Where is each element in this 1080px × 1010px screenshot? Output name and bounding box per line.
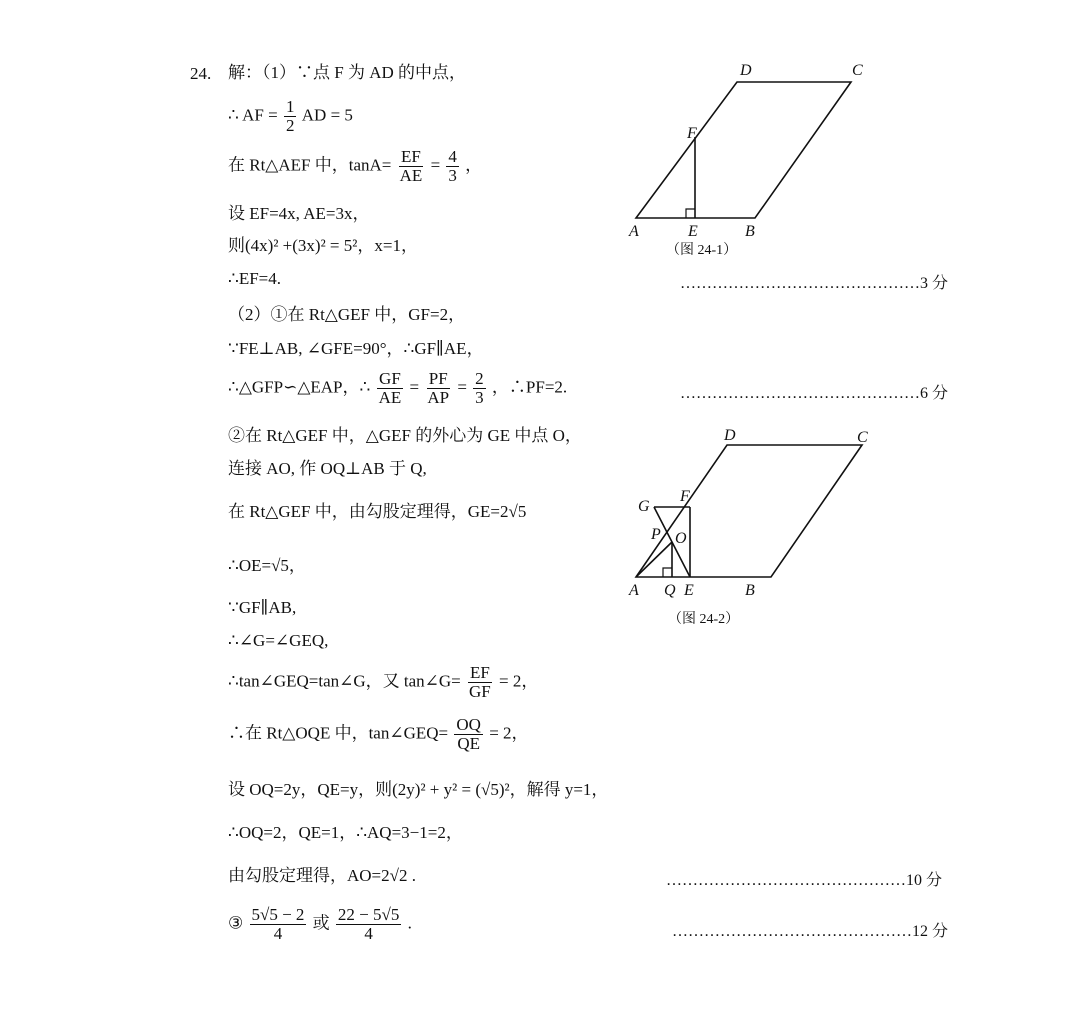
fraction-numerator: OQ — [456, 715, 481, 734]
problem-number: 24. — [190, 64, 212, 83]
fraction-denominator: 4 — [273, 923, 283, 943]
line2-suffix: AD = 5 — [301, 105, 353, 125]
caption-fig2: （图 24-2） — [668, 612, 740, 627]
label-a-fig1: A — [629, 223, 639, 240]
label-p-fig2: P — [651, 526, 661, 543]
parallelogram-abcd-2 — [636, 445, 862, 577]
right-angle-marker-1 — [686, 209, 695, 218]
fraction-gf-ae — [377, 370, 404, 407]
line16-prefix: ∴tan∠GEQ=tan∠G，又 tan∠G= — [228, 671, 461, 691]
line21-suffix: . — [407, 913, 412, 933]
solution-line-5: 则(4x)² +(3x)² = 5²，x=1， — [228, 236, 418, 255]
fraction-pf-ap — [425, 370, 451, 407]
label-g-fig2: G — [638, 498, 650, 515]
label-f-fig2: F — [680, 488, 690, 505]
fraction-denominator: QE — [457, 733, 480, 753]
solution-line-15: ∴∠G=∠GEQ, — [228, 631, 329, 650]
fraction-oq-qe — [454, 716, 483, 753]
solution-line-2 — [228, 98, 353, 135]
label-e-fig1: E — [688, 223, 698, 240]
label-c-fig2: C — [857, 429, 868, 446]
fraction-two-thirds — [473, 370, 486, 407]
score-marker-10: ………………………………………10 分 — [666, 872, 943, 889]
label-b-fig1: B — [745, 223, 755, 240]
line17-prefix: ∴在 Rt△OQE 中，tan∠GEQ= — [228, 723, 449, 743]
score-marker-6: ………………………………………6 分 — [680, 385, 949, 402]
solution-line-12: 在 Rt△GEF 中，由勾股定理得，GE=2√5 — [228, 502, 527, 521]
solution-line-20: 由勾股定理得，AO=2√2 . — [228, 866, 416, 885]
label-b-fig2: B — [745, 582, 755, 599]
solution-line-4: 设 EF=4x, AE=3x， — [228, 204, 370, 223]
parallelogram-abcd-1 — [636, 82, 851, 218]
fraction-numerator: 4 — [448, 147, 457, 166]
line21-prefix: ③ — [228, 913, 244, 933]
label-q-fig2: Q — [664, 582, 676, 599]
fraction-denominator: AE — [399, 165, 423, 185]
fraction-denominator: 3 — [448, 165, 457, 185]
line21-or: 或 — [312, 913, 330, 933]
solution-line-18: 设 OQ=2y，QE=y，则(2y)² + y² = (√5)²，解得 y=1， — [228, 780, 609, 799]
line9-prefix: ∴△GFP∽△EAP，∴ — [228, 377, 371, 397]
solution-line-1: 解：（1）∵点 F 为 AD 的中点， — [228, 63, 467, 82]
line2-prefix: ∴ AF = — [228, 105, 278, 125]
fraction-numerator: EF — [401, 147, 421, 166]
label-o-fig2: O — [675, 530, 687, 547]
solution-line-7: （2）①在 Rt△GEF 中，GF=2， — [228, 305, 466, 324]
line9-suffix: ，∴PF=2. — [491, 377, 568, 397]
score-marker-12: ………………………………………12 分 — [672, 923, 949, 940]
label-d-fig1: D — [740, 62, 752, 79]
fraction-denominator: 4 — [364, 923, 373, 943]
line3-prefix: 在 Rt△AEF 中，tanA= — [228, 155, 392, 175]
solution-line-14: ∵GF∥AB, — [228, 598, 297, 617]
solution-line-6: ∴EF=4. — [228, 269, 281, 288]
solution-line-8: ∵FE⊥AB, ∠GFE=90°，∴GF∥AE， — [228, 339, 484, 358]
fraction-denominator: AP — [427, 387, 450, 407]
caption-fig1: （图 24-1） — [666, 243, 738, 258]
fraction-numerator: 2 — [475, 369, 484, 388]
line17-suffix: = 2， — [489, 723, 529, 743]
solution-line-3 — [228, 148, 482, 185]
score-marker-3: ………………………………………3 分 — [680, 275, 949, 292]
fraction-four-thirds — [446, 148, 459, 185]
fraction-denominator: GF — [469, 681, 491, 701]
fraction-answer-2 — [336, 906, 401, 943]
fraction-numerator: 1 — [285, 97, 295, 116]
segment-ao — [636, 542, 672, 577]
right-angle-marker-2 — [663, 568, 672, 577]
figure-24-1 — [636, 82, 851, 218]
line16-suffix: = 2， — [499, 671, 539, 691]
equals-sign: = — [430, 155, 441, 175]
segment-ge — [654, 507, 690, 577]
fraction-numerator: EF — [469, 663, 490, 682]
fraction-numerator: 22 − 5√5 — [337, 905, 400, 924]
label-f-fig1: F — [687, 125, 697, 142]
fraction-ef-gf — [467, 664, 493, 701]
fraction-numerator: 5√5 − 2 — [251, 905, 305, 924]
fraction-one-half — [284, 98, 297, 135]
label-d-fig2: D — [724, 427, 736, 444]
fraction-denominator: 2 — [285, 115, 295, 135]
label-c-fig1: C — [852, 62, 863, 79]
solution-line-9: ∴△GFP∽△EAP，∴ $\frac{GF}{AE}$ = $\frac{PF}{AP}$ = $\frac{2}{3}$ ，∴PF=2. — [228, 369, 568, 407]
label-e-fig2: E — [684, 582, 694, 599]
fraction-numerator: GF — [379, 369, 401, 388]
fraction-denominator: 3 — [475, 387, 484, 407]
fraction-denominator: AE — [378, 387, 402, 407]
solution-line-10: ②在 Rt△GEF 中，△GEF 的外心为 GE 中点 O， — [228, 426, 582, 445]
solution-line-17 — [228, 716, 529, 753]
figure-24-2 — [636, 445, 862, 577]
line3-suffix: ， — [465, 155, 483, 175]
solution-line-16 — [228, 664, 538, 701]
fraction-answer-1 — [250, 906, 307, 943]
solution-line-11: 连接 AO, 作 OQ⊥AB 于 Q, — [228, 459, 427, 478]
fraction-ef-ae — [398, 148, 425, 185]
solution-line-13: ∴OE=√5， — [228, 556, 306, 575]
solution-line-21 — [228, 906, 412, 943]
solution-line-19: ∴OQ=2，QE=1，∴AQ=3−1=2， — [228, 823, 463, 842]
label-a-fig2: A — [629, 582, 639, 599]
fraction-numerator: PF — [428, 369, 448, 388]
